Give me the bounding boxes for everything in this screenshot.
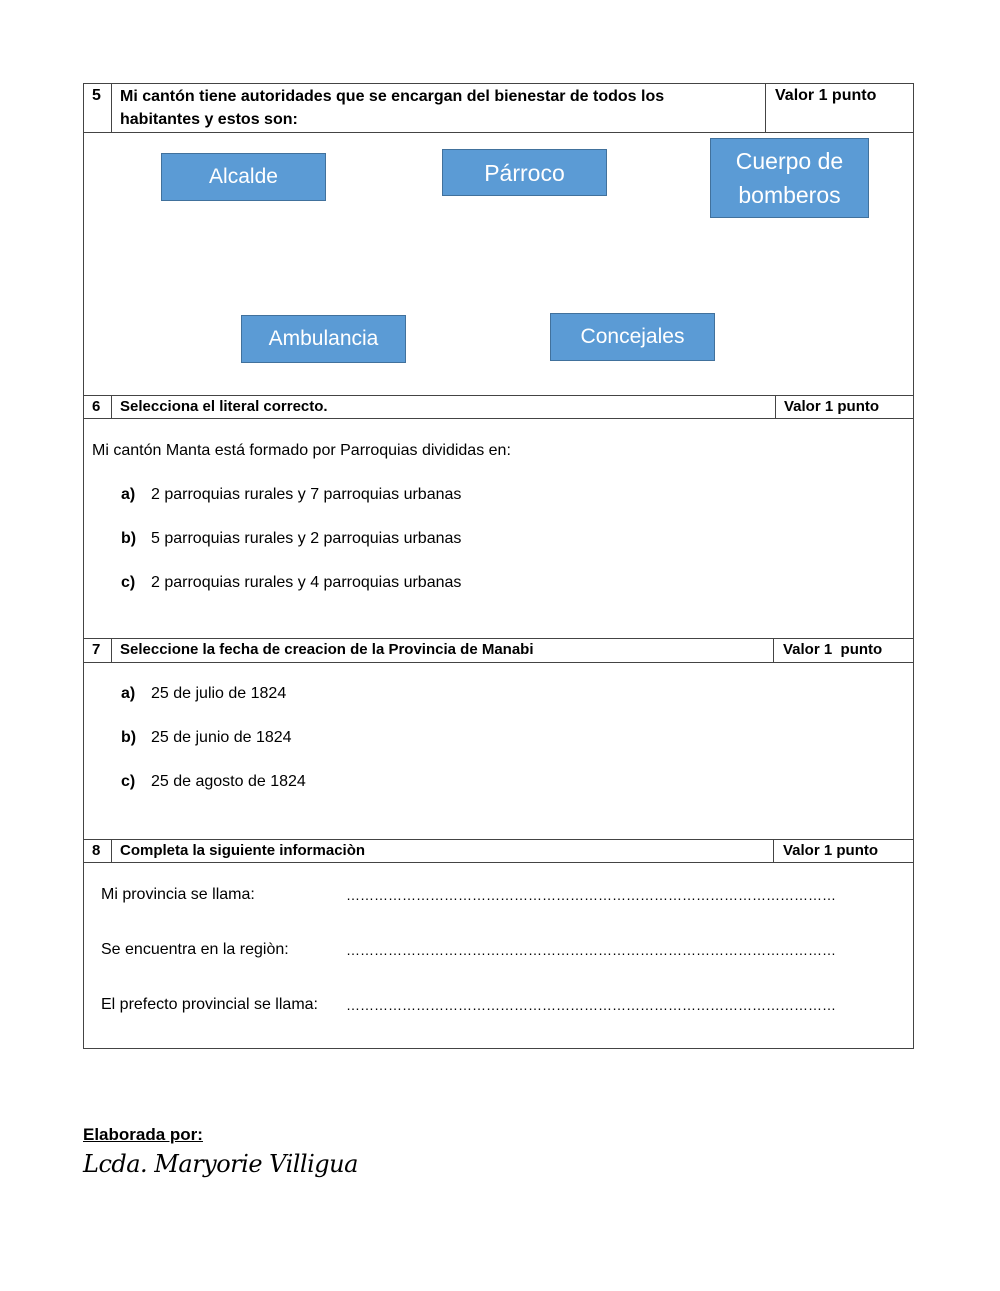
question-6-prompt: Mi cantón Manta está formado por Parroquias divididas en: xyxy=(92,442,511,459)
option-chip-concejales[interactable]: Concejales xyxy=(550,313,715,361)
option-letter: a) xyxy=(121,685,136,702)
option-letter: b) xyxy=(121,530,137,547)
blank-region[interactable]: …………………………………………………………………………………………… xyxy=(346,942,836,958)
question-8-value: Valor 1 punto xyxy=(783,842,879,859)
option-chip-cuerpo-de-bomberos[interactable]: Cuerpo de bomberos xyxy=(710,138,869,218)
option-chip-ambulancia[interactable]: Ambulancia xyxy=(241,315,406,363)
option-text[interactable]: 5 parroquias rurales y 2 parroquias urbanas xyxy=(151,530,462,547)
question-6-text: Selecciona el literal correcto. xyxy=(120,398,328,415)
blank-provincia[interactable]: …………………………………………………………………………………………… xyxy=(346,887,836,903)
option-text[interactable]: 25 de junio de 1824 xyxy=(151,729,292,746)
field-label-provincia: Mi provincia se llama: xyxy=(101,886,255,903)
option-chip-alcalde[interactable]: Alcalde xyxy=(161,153,326,201)
field-label-prefecto: El prefecto provincial se llama: xyxy=(101,996,318,1013)
question-8-number: 8 xyxy=(92,842,101,859)
option-text[interactable]: 2 parroquias rurales y 7 parroquias urbanas xyxy=(151,486,462,503)
option-letter: c) xyxy=(121,574,136,591)
field-label-region: Se encuentra en la regiòn: xyxy=(101,941,289,958)
option-chip-parroco[interactable]: Párroco xyxy=(442,149,607,196)
option-text[interactable]: 25 de agosto de 1824 xyxy=(151,773,306,790)
question-7-number: 7 xyxy=(92,641,101,658)
option-letter: b) xyxy=(121,729,137,746)
question-5-value: Valor 1 punto xyxy=(775,87,877,104)
question-7-text: Seleccione la fecha de creacion de la Provincia de Manabi xyxy=(120,641,534,658)
question-5-number: 5 xyxy=(92,87,101,104)
option-letter: c) xyxy=(121,773,136,790)
question-7-value: Valor 1 punto xyxy=(783,641,883,658)
question-6-value: Valor 1 punto xyxy=(784,398,880,415)
author-signature: Lcda. Maryorie Villigua xyxy=(83,1150,358,1178)
option-letter: a) xyxy=(121,486,136,503)
blank-prefecto[interactable]: …………………………………………………………………………………………… xyxy=(346,997,836,1013)
question-6-number: 6 xyxy=(92,398,101,415)
author-label: Elaborada por: xyxy=(83,1125,203,1144)
option-text[interactable]: 25 de julio de 1824 xyxy=(151,685,287,702)
option-text[interactable]: 2 parroquias rurales y 4 parroquias urbanas xyxy=(151,574,462,591)
question-5-text: Mi cantón tiene autoridades que se encargan del bienestar de todos los habitantes y estos son: xyxy=(120,88,665,128)
question-8-text: Completa la siguiente informaciòn xyxy=(120,842,366,859)
